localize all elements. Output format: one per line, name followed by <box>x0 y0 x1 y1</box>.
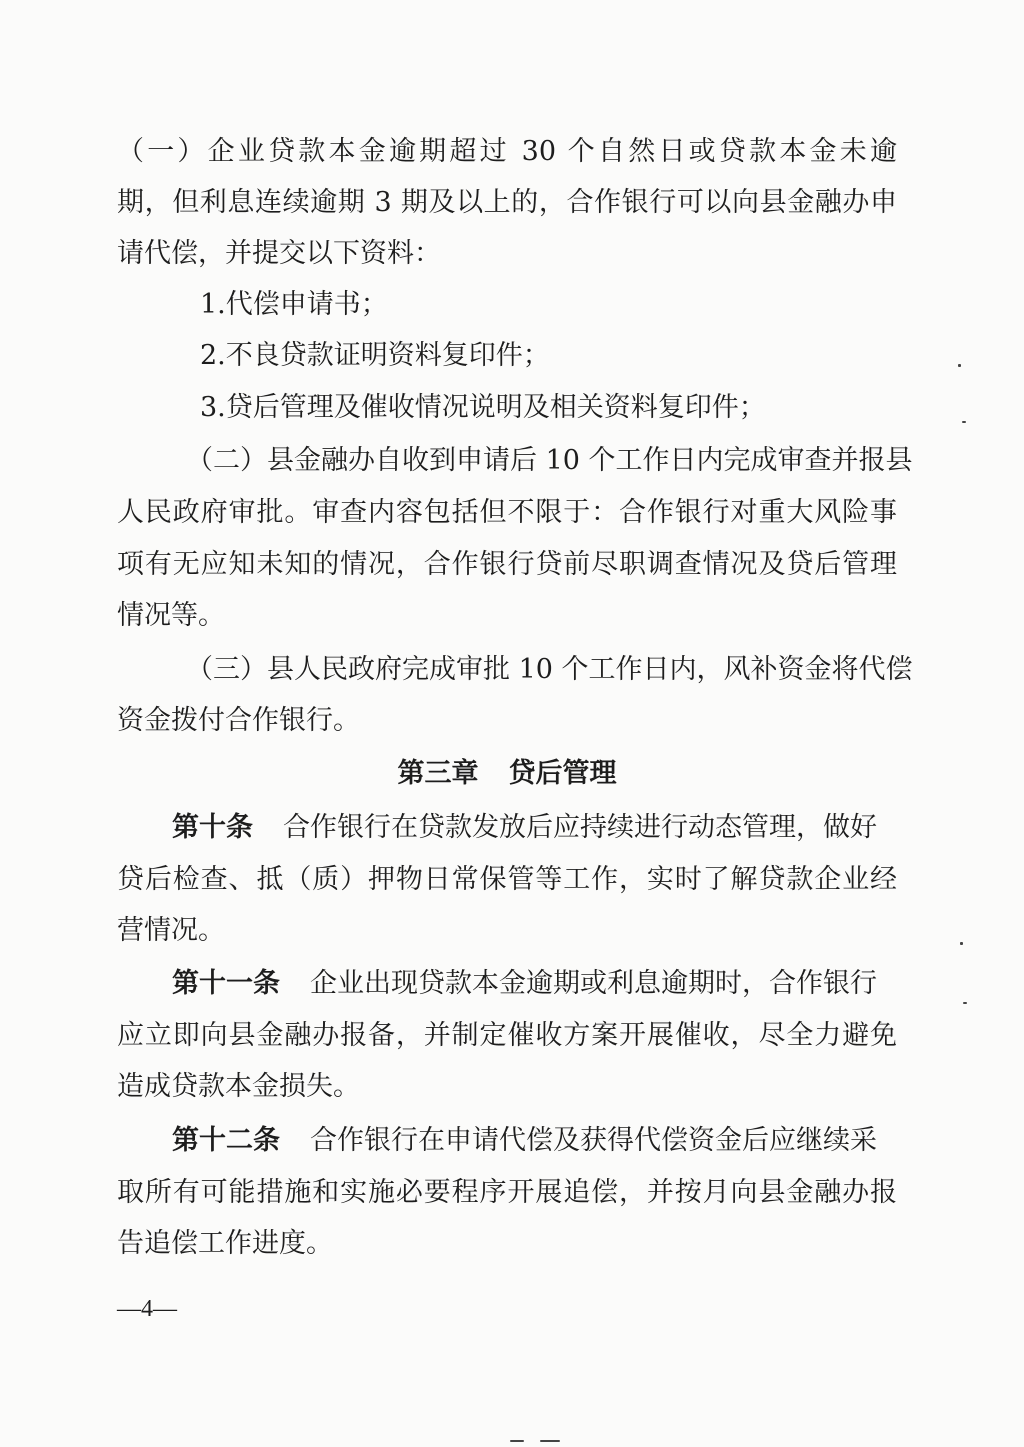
page-number: —4— <box>117 1296 177 1322</box>
paragraph-2-line-4: 情况等。 <box>117 600 225 631</box>
scan-speck <box>960 942 963 945</box>
paragraph-3-line-1: （三）县人民政府完成审批 10 个工作日内，风补资金将代偿 <box>186 654 913 685</box>
article-11-line-2: 应立即向县金融办报备，并制定催收方案开展催收，尽全力避免 <box>117 1020 897 1051</box>
chapter-heading <box>117 754 897 794</box>
scan-speck <box>962 421 966 423</box>
article-10-text: 合作银行在贷款发放后应持续进行动态管理，做好 <box>283 812 877 843</box>
article-10-line-1 <box>172 808 884 848</box>
paragraph-3-line-2: 资金拨付合作银行。 <box>117 705 360 736</box>
paragraph-2-line-2: 人民政府审批。审查内容包括但不限于：合作银行对重大风险事 <box>117 497 897 528</box>
article-10-line-2: 贷后检查、抵（质）押物日常保管等工作，实时了解贷款企业经 <box>117 864 897 895</box>
article-11-label: 第十一条 <box>172 968 280 999</box>
article-11-line-1 <box>172 964 884 1004</box>
scan-speck <box>540 1440 560 1442</box>
article-10-label: 第十条 <box>172 812 253 843</box>
article-11-text: 企业出现贷款本金逾期或利息逾期时，合作银行 <box>310 968 877 999</box>
article-12-text: 合作银行在申请代偿及获得代偿资金后应继续采 <box>310 1125 877 1156</box>
article-12-line-2: 取所有可能措施和实施必要程序开展追偿，并按月向县金融办报 <box>117 1177 897 1208</box>
list-item-3: 3.贷后管理及催收情况说明及相关资料复印件； <box>200 392 766 423</box>
paragraph-2-line-3: 项有无应知未知的情况，合作银行贷前尽职调查情况及贷后管理 <box>117 549 897 580</box>
article-12-label: 第十二条 <box>172 1125 280 1156</box>
article-12-line-1 <box>172 1121 884 1161</box>
article-11-line-3: 造成贷款本金损失。 <box>117 1071 360 1102</box>
list-item-1: 1.代偿申请书； <box>200 289 388 320</box>
scan-speck <box>963 1002 967 1004</box>
chapter-title: 贷后管理 <box>508 758 617 789</box>
paragraph-1-line-1: （一）企业贷款本金逾期超过 30 个自然日或贷款本金未逾 <box>117 136 897 167</box>
paragraph-2-line-1: （二）县金融办自收到申请后 10 个工作日内完成审查并报县 <box>186 445 913 476</box>
scan-speck <box>958 364 961 367</box>
paragraph-1-line-2: 期，但利息连续逾期 3 期及以上的，合作银行可以向县金融办申 <box>117 187 897 218</box>
article-12-line-3: 告追偿工作进度。 <box>117 1228 333 1259</box>
scan-speck <box>510 1440 524 1442</box>
list-item-2: 2.不良贷款证明资料复印件； <box>200 340 550 371</box>
paragraph-1-line-3: 请代偿，并提交以下资料： <box>117 238 441 269</box>
article-10-line-3: 营情况。 <box>117 915 225 946</box>
chapter-number: 第三章 <box>397 758 479 789</box>
